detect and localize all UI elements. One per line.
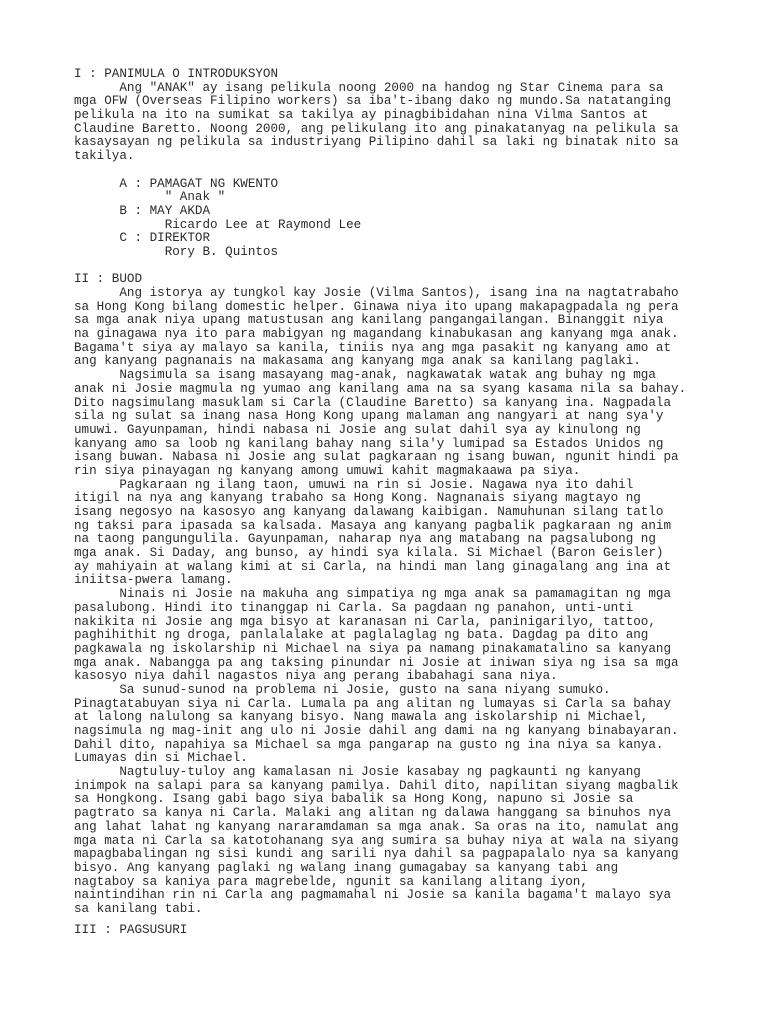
subsection-value-pamagat: " Anak " xyxy=(74,190,226,205)
text-line: anak ni Josie magmula ng yumao ang kanilang ama na sa syang kasama nila sa bahay. xyxy=(74,381,687,396)
text-line: pasalubong. Hindi ito tinanggap ni Carla. Sa pagdaan ng panahon, unti-unti xyxy=(74,600,634,615)
text-line: na ginagawa nya ito para mabigyan ng magandang kinabukasan ang kanyang mga anak. xyxy=(74,327,679,342)
text-line: ng taksi para ipasada sa kalsada. Masaya ang kanyang pagbalik pagkaraan ng anim xyxy=(74,518,672,533)
text-line: pagkawala ng iskolarship ni Michael na siya pa namang pinakamatalino sa kanyang xyxy=(74,641,672,656)
text-line: naintindihan rin ni Carla ang pagmamahal ni Josie sa kanila bagama't malayo sya xyxy=(74,888,672,903)
subsection-label-akda: B : MAY AKDA xyxy=(74,203,211,218)
text-line: Dito nagsimulang masuklam si Carla (Claudine Baretto) sa kanyang ina. Nagpadala xyxy=(74,395,672,410)
text-line: kasaysayan ng pelikula sa industriyang Pilipino dahil sa laki ng binatak nito sa xyxy=(74,135,679,150)
section-heading-pagsusuri: III : PAGSUSURI xyxy=(74,922,188,937)
text-line: sa Hongkong. Isang gabi bago siya babalik sa Hong Kong, napuno si Josie sa xyxy=(74,792,634,807)
text-line: inimpok na salapi para sa kanyang pamilya. Dahil dito, napilitan siyang magbalik xyxy=(74,778,679,793)
text-line: Nagtuluy-tuloy ang kamalasan ni Josie kasabay ng pagkaunti ng kanyang xyxy=(74,765,641,780)
paragraph-introduksyon xyxy=(74,82,704,164)
text-line: sa mga anak niya upang matustusan ang kanilang pangangailangan. Binanggit niya xyxy=(74,313,664,328)
text-line: ang lahat lahat ng kanyang nararamdaman sa mga anak. Sa oras na ito, namulat ang xyxy=(74,819,679,834)
text-line: kasosyo niya dahil nagastos niya ang perang ibabahagi sana niya. xyxy=(74,669,558,684)
section-heading-introduksyon: I : PANIMULA O INTRODUKSYON xyxy=(74,67,279,81)
spacer xyxy=(74,164,704,178)
text-line: Claudine Baretto. Noong 2000, ang pelikulang ito ang pinakatanyag na pelikula sa xyxy=(74,121,679,136)
text-line: ay mahiyain at walang kimi at si Carla, na hindi man lang ginagalang ang ina at xyxy=(74,559,672,574)
section-heading-buod: II : BUOD xyxy=(74,272,143,287)
text-line: Lumayas din si Michael. xyxy=(74,751,248,766)
text-line: mga anak. Nabangga pa ang taksing pinundar ni Josie at iniwan siya ng isa sa mga xyxy=(74,655,679,670)
text-line: na taong pangungulila. Gayunpaman, naharap nya ang matabang na pagsalubong ng xyxy=(74,532,656,547)
text-line: isang negosyo na kasosyo ang kanyang dalawang kaibigan. Namuhunan silang tatlo xyxy=(74,505,664,519)
text-line: Ninais ni Josie na makuha ang simpatiya ng mga anak sa pamamagitan ng mga xyxy=(74,587,672,602)
text-line: isang buwan. Nabasa ni Josie ang sulat pagkaraan ng isang buwan, ngunit hindi pa xyxy=(74,450,679,465)
text-line: Nagsimula sa isang masayang mag-anak, nagkawatak watak ang buhay ng mga xyxy=(74,368,656,383)
subsection-label-direktor: C : DIREKTOR xyxy=(74,231,211,246)
text-line: rin siya pinayagan ng kanyang among umuwi kahit magmakaawa pa siya. xyxy=(74,463,581,478)
text-line: at lalong nalulong sa kanyang bisyo. Nang mawala ang iskolarship ni Michael, xyxy=(74,710,649,725)
text-line: Pagkaraan ng ilang taon, umuwi na rin si Josie. Nagawa nya ito dahil xyxy=(74,477,634,492)
text-line: sa kanilang tabi. xyxy=(74,901,203,916)
text-line: kanyang amo sa loob ng kanilang bahay nang sila'y lumipad sa Estados Unidos ng xyxy=(74,436,664,451)
text-line: ang kanyang pagnanais na makasama ang kanyang mga anak sa kanilang paglaki. xyxy=(74,354,641,369)
text-line: pelikula na ito na sumikat sa takilya ay pinagbibidahan nina Vilma Santos at xyxy=(74,108,649,123)
text-line: nakikita ni Josie ang mga bisyo at karanasan ni Carla, paninigarilyo, tattoo, xyxy=(74,614,656,629)
text-line: Bagama't siya ay malayo sa kanila, tiniis nya ang mga pasakit ng kanyang amo at xyxy=(74,340,672,355)
document-body xyxy=(74,68,704,937)
text-line: Ang "ANAK" ay isang pelikula noong 2000 na handog ng Star Cinema para sa xyxy=(74,80,664,95)
subsection-label-pamagat: A : PAMAGAT NG KWENTO xyxy=(74,176,279,191)
text-line: pagtrato sa kanya ni Carla. Malaki ang alitan ng dalawa hanggang sa binuhos nya xyxy=(74,806,672,821)
subsection-list xyxy=(74,178,704,260)
text-line: takilya. xyxy=(74,149,135,164)
text-line: Sa sunud-sunod na problema ni Josie, gusto na sana niyang sumuko. xyxy=(74,682,611,697)
text-line: nagtaboy sa kaniya para magrebelde, ngunit sa kanilang alitang iyon, xyxy=(74,874,588,889)
subsection-value-direktor: Rory B. Quintos xyxy=(74,244,279,259)
text-line: umuwi. Gayunpaman, hindi nabasa ni Josie ang sulat dahil sya ay kinulong ng xyxy=(74,422,641,437)
text-line: mga OFW (Overseas Filipino workers) sa iba't-ibang dako ng mundo.Sa natatanging xyxy=(74,94,672,109)
text-line: nagsimula ng mag-init ang ulo ni Josie dahil ang dami na ng kanyang binabayaran. xyxy=(74,724,679,738)
text-line: sila ng sulat sa inang nasa Hong Kong upang malaman ang nangyari at nang sya'y xyxy=(74,409,664,424)
text-line: mga anak. Si Daday, ang bunso, ay hindi sya kilala. Si Michael (Baron Geisler) xyxy=(74,546,664,561)
text-line: Pinagtatabuyan siya ni Carla. Lumala pa ang alitan ng lumayas si Carla sa bahay xyxy=(74,696,672,711)
text-line: iniitsa-pwera lamang. xyxy=(74,573,233,588)
text-line: bisyo. Ang kanyang paglaki ng walang inang gumagabay sa kanyang tabi ang xyxy=(74,860,619,875)
text-line: sa Hong Kong bilang domestic helper. Ginawa niya ito upang makapagpadala ng pera xyxy=(74,299,679,314)
text-line: Dahil dito, napahiya sa Michael sa mga pangarap na gusto ng ina niya sa kanya. xyxy=(74,737,664,752)
spacer xyxy=(74,260,704,274)
text-line: mapagbabalingan ng sisi kundi ang sarili nya dahil sa pagpapalalo nya sa kanyang xyxy=(74,847,679,862)
text-line: paghihithit ng droga, panlalalake at paglalaglag ng bata. Dagdag pa dito ang xyxy=(74,628,649,643)
text-line: Ang istorya ay tungkol kay Josie (Vilma Santos), isang ina na nagtatrabaho xyxy=(74,286,679,300)
text-line: mga mata ni Carla sa katotohanang sya ang sumira sa buhay niya at wala na siyang xyxy=(74,833,679,848)
text-line: itigil na nya ang kanyang trabaho sa Hong Kong. Nagnanais siyang magtayo ng xyxy=(74,491,641,506)
paragraph-buod xyxy=(74,287,704,917)
subsection-value-akda: Ricardo Lee at Raymond Lee xyxy=(74,217,362,232)
